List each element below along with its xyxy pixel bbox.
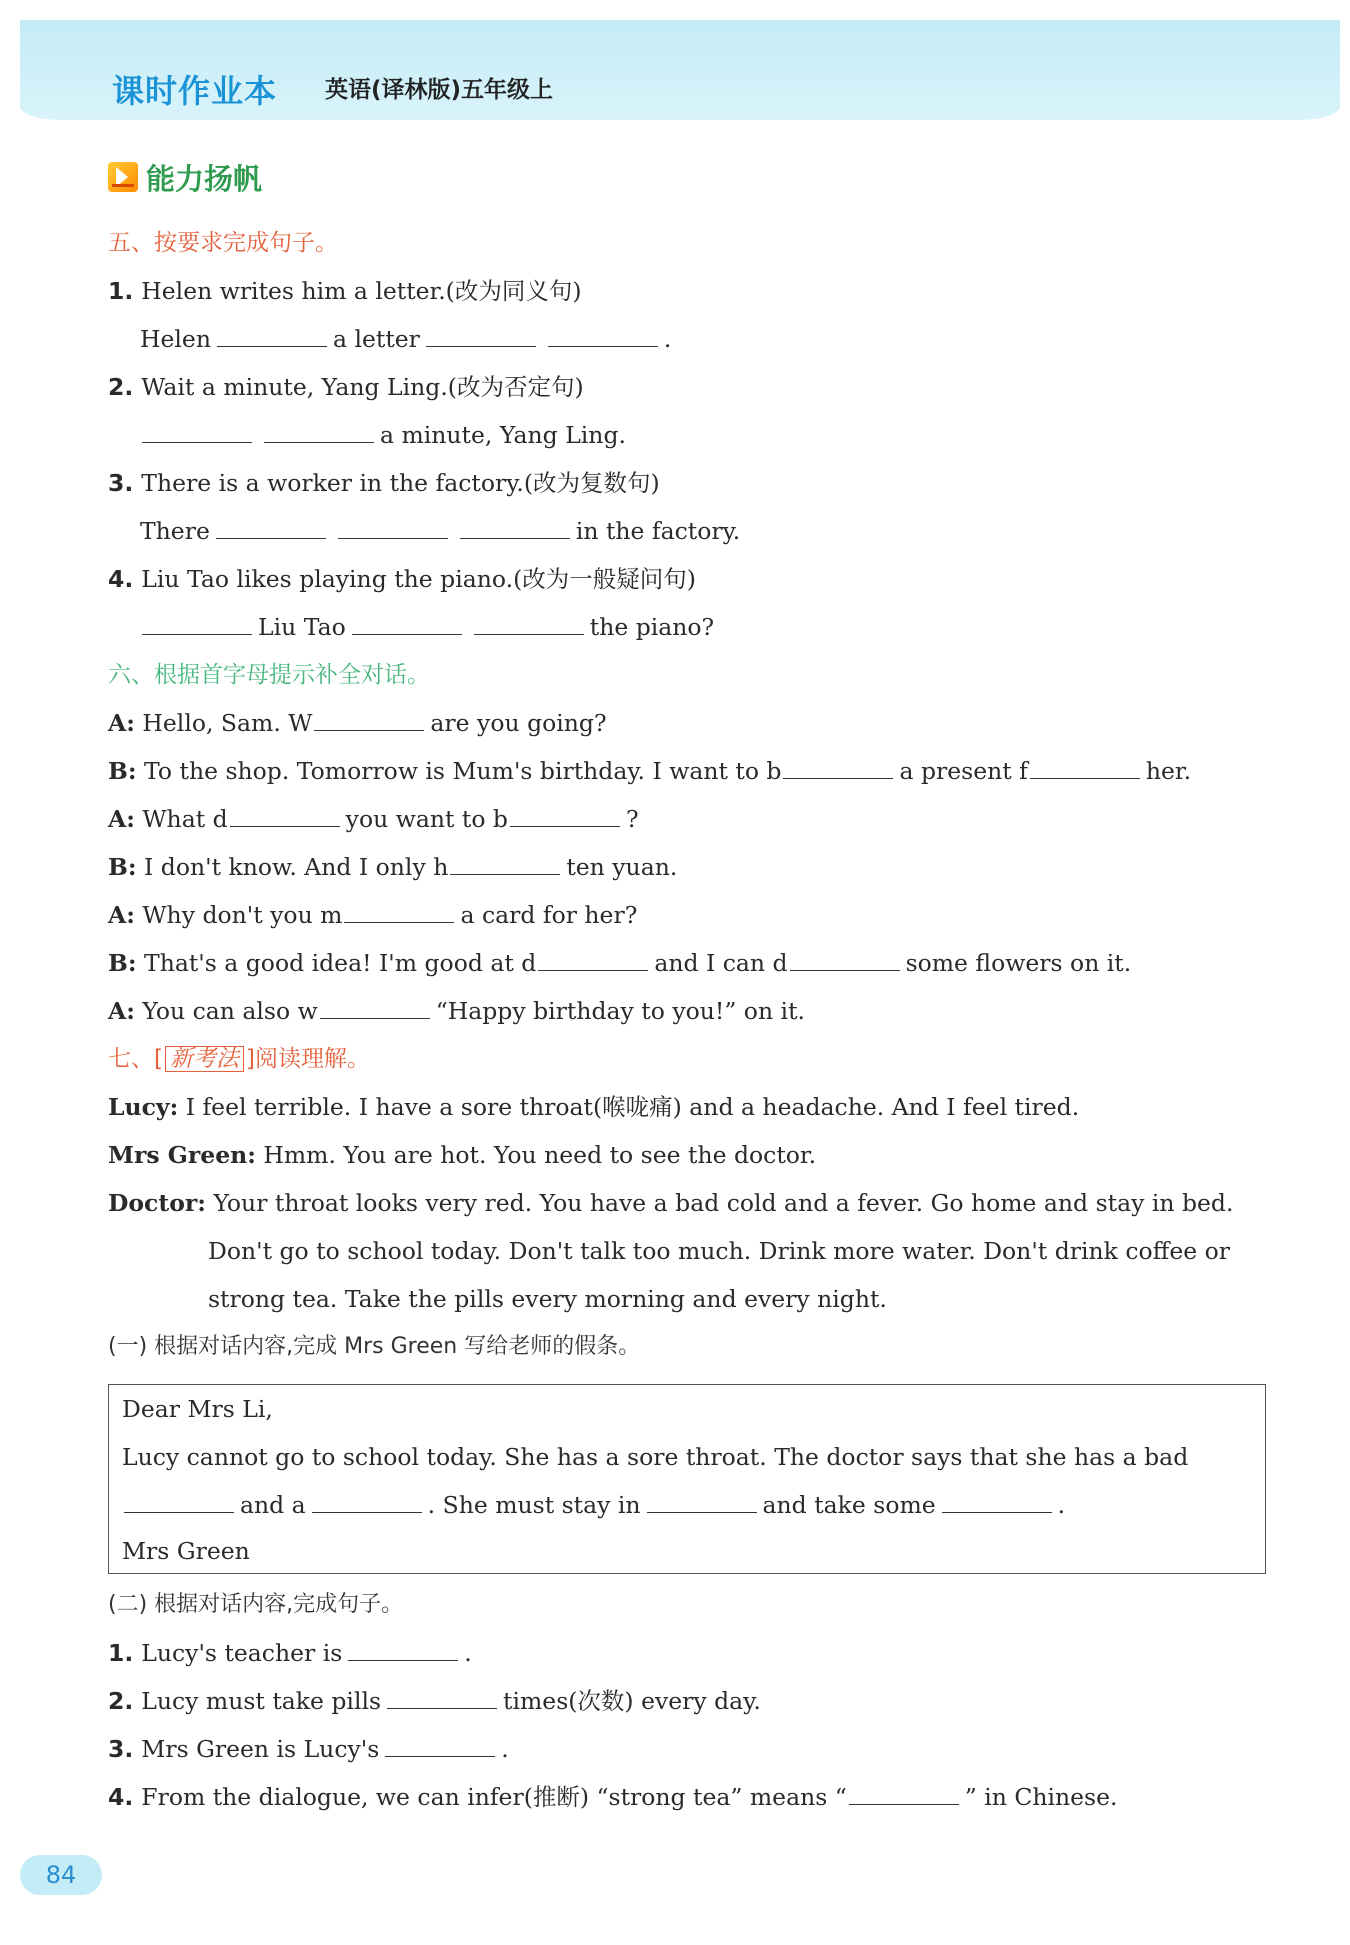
q-text: Liu Tao likes playing the piano.(改为一般疑问句) [141, 565, 696, 593]
answer-blank[interactable] [217, 324, 327, 347]
answer-blank[interactable] [230, 804, 340, 827]
q-text: Lucy's teacher is [141, 1639, 343, 1667]
dialog-text: a present f [899, 757, 1028, 785]
note-text: . [1057, 1491, 1066, 1519]
answer-blank[interactable] [314, 708, 424, 731]
answer-blank[interactable] [124, 1490, 234, 1513]
dialog-line [108, 756, 1191, 786]
ans-text: in the factory. [575, 517, 741, 545]
sec5-q2 [108, 372, 584, 402]
ans-text: a letter [332, 325, 420, 353]
dialog-text: are you going? [430, 709, 607, 737]
answer-blank[interactable] [548, 324, 658, 347]
page-number: 84 [20, 1855, 102, 1895]
q-number: 1. [108, 277, 134, 305]
answer-blank[interactable] [538, 948, 648, 971]
answer-blank[interactable] [460, 516, 570, 539]
sec5-q4-answer [140, 612, 714, 642]
part1-heading: (一) 根据对话内容,完成 Mrs Green 写给老师的假条。 [108, 1334, 641, 1359]
dialog-text: her. [1145, 757, 1192, 785]
reading-line: Don't go to school today. Don't talk too much. Drink more water. Don't drink coffee or [208, 1237, 1230, 1265]
heading-text: 七、[ [108, 1046, 163, 1072]
q-text: times(次数) every day. [503, 1687, 761, 1715]
q-text: ” in Chinese. [964, 1783, 1118, 1811]
ans-text: There [140, 517, 210, 545]
answer-blank[interactable] [790, 948, 900, 971]
answer-blank[interactable] [142, 420, 252, 443]
answer-blank[interactable] [338, 516, 448, 539]
dialog-text: you want to b [345, 805, 508, 833]
q-text: Lucy must take pills [141, 1687, 382, 1715]
answer-blank[interactable] [320, 996, 430, 1019]
speaker: A: [108, 805, 135, 833]
answer-blank[interactable] [942, 1490, 1052, 1513]
q-text: . [464, 1639, 472, 1667]
q-text: Wait a minute, Yang Ling.(改为否定句) [141, 373, 584, 401]
answer-blank[interactable] [387, 1686, 497, 1709]
q-number: 4. [108, 1783, 134, 1811]
note-line [122, 1490, 1065, 1520]
speaker: B: [108, 949, 137, 977]
answer-blank[interactable] [426, 324, 536, 347]
dialog-text: What d [142, 805, 228, 833]
dialog-text: ten yuan. [566, 853, 678, 881]
sentence-item [108, 1638, 472, 1668]
dialog-text: ? [625, 805, 639, 833]
note-text: and take some [762, 1491, 936, 1519]
q-text: . [501, 1735, 509, 1763]
sentence-item [108, 1782, 1118, 1812]
dialog-text: some flowers on it. [905, 949, 1132, 977]
dialog-line [108, 948, 1131, 978]
reading-text: I feel terrible. I have a sore throat(喉咙痛) and a headache. And I feel tired. [185, 1093, 1080, 1121]
answer-blank[interactable] [450, 852, 560, 875]
reading-line: strong tea. Take the pills every morning and every night. [208, 1285, 887, 1313]
answer-blank[interactable] [510, 804, 620, 827]
answer-blank[interactable] [474, 612, 584, 635]
answer-blank[interactable] [312, 1490, 422, 1513]
section-title: 能力扬帆 [146, 161, 263, 196]
sec5-heading: 五、按要求完成句子。 [108, 230, 338, 256]
q-text: There is a worker in the factory.(改为复数句) [141, 469, 660, 497]
speaker: A: [108, 709, 135, 737]
dialog-text: I don't know. And I only h [144, 853, 449, 881]
q-number: 3. [108, 1735, 134, 1763]
speaker: B: [108, 853, 137, 881]
note-box [108, 1384, 1266, 1574]
sentence-item [108, 1734, 509, 1764]
dialog-text: “Happy birthday to you!” on it. [435, 997, 805, 1025]
page-header [20, 20, 1340, 120]
q-number: 3. [108, 469, 134, 497]
speaker: Mrs Green: [108, 1141, 256, 1169]
header-subtitle: 英语(译林版)五年级上 [325, 77, 554, 103]
dialog-text: That's a good idea! I'm good at d [144, 949, 537, 977]
reading-line [108, 1092, 1079, 1122]
answer-blank[interactable] [385, 1734, 495, 1757]
answer-blank[interactable] [352, 612, 462, 635]
dialog-line [108, 852, 677, 882]
answer-blank[interactable] [142, 612, 252, 635]
new-method-tag: 新考法 [165, 1046, 244, 1072]
dialog-line [108, 804, 639, 834]
heading-text: ]阅读理解。 [245, 1046, 370, 1072]
sec5-q1-answer [140, 324, 671, 354]
dialog-text: and I can d [654, 949, 788, 977]
sec5-q4 [108, 564, 696, 594]
ans-text: the piano? [589, 613, 715, 641]
q-number: 2. [108, 373, 134, 401]
sentence-item [108, 1686, 761, 1716]
ans-text: Helen [140, 325, 211, 353]
note-text: . She must stay in [427, 1491, 641, 1519]
reading-line [108, 1188, 1233, 1218]
speaker: A: [108, 901, 135, 929]
reading-text: Hmm. You are hot. You need to see the doctor. [263, 1141, 817, 1169]
answer-blank[interactable] [647, 1490, 757, 1513]
note-text: and a [240, 1491, 306, 1519]
note-greeting: Dear Mrs Li, [122, 1395, 273, 1423]
dialog-text: You can also w [142, 997, 318, 1025]
sec5-q3 [108, 468, 660, 498]
q-number: 1. [108, 1639, 134, 1667]
ans-text: a minute, Yang Ling. [380, 421, 626, 449]
sec5-q3-answer [140, 516, 740, 546]
reading-line [108, 1140, 816, 1170]
part2-heading: (二) 根据对话内容,完成句子。 [108, 1592, 404, 1617]
speaker: B: [108, 757, 137, 785]
answer-blank[interactable] [783, 756, 893, 779]
reading-text: Your throat looks very red. You have a bad cold and a fever. Go home and stay in bed. [213, 1189, 1234, 1217]
dialog-line [108, 900, 637, 930]
ans-text: Liu Tao [258, 613, 346, 641]
answer-blank[interactable] [216, 516, 326, 539]
q-text: Helen writes him a letter.(改为同义句) [141, 277, 582, 305]
dialog-text: a card for her? [460, 901, 638, 929]
q-number: 2. [108, 1687, 134, 1715]
q-text: Mrs Green is Lucy's [141, 1735, 380, 1763]
sec5-q1 [108, 276, 582, 306]
answer-blank[interactable] [1030, 756, 1140, 779]
answer-blank[interactable] [849, 1782, 959, 1805]
sail-icon [108, 162, 138, 192]
speaker: Lucy: [108, 1093, 179, 1121]
note-line: Lucy cannot go to school today. She has a sore throat. The doctor says that she has a bad [122, 1443, 1189, 1471]
answer-blank[interactable] [264, 420, 374, 443]
answer-blank[interactable] [348, 1638, 458, 1661]
answer-blank[interactable] [344, 900, 454, 923]
sec6-heading: 六、根据首字母提示补全对话。 [108, 662, 430, 688]
dialog-line [108, 708, 607, 738]
section-banner [108, 157, 262, 197]
q-text: From the dialogue, we can infer(推断) “strong tea” means “ [141, 1783, 847, 1811]
note-signature: Mrs Green [122, 1537, 250, 1565]
q-number: 4. [108, 565, 134, 593]
dialog-text: Why don't you m [142, 901, 343, 929]
dialog-text: Hello, Sam. W [142, 709, 313, 737]
sec5-q2-answer [140, 420, 626, 450]
sec7-heading [108, 1044, 370, 1074]
ans-text: . [663, 325, 672, 353]
dialog-line [108, 996, 805, 1026]
header-brand: 课时作业本 [112, 72, 278, 110]
speaker: Doctor: [108, 1189, 206, 1217]
speaker: A: [108, 997, 135, 1025]
dialog-text: To the shop. Tomorrow is Mum's birthday. I want to b [144, 757, 782, 785]
